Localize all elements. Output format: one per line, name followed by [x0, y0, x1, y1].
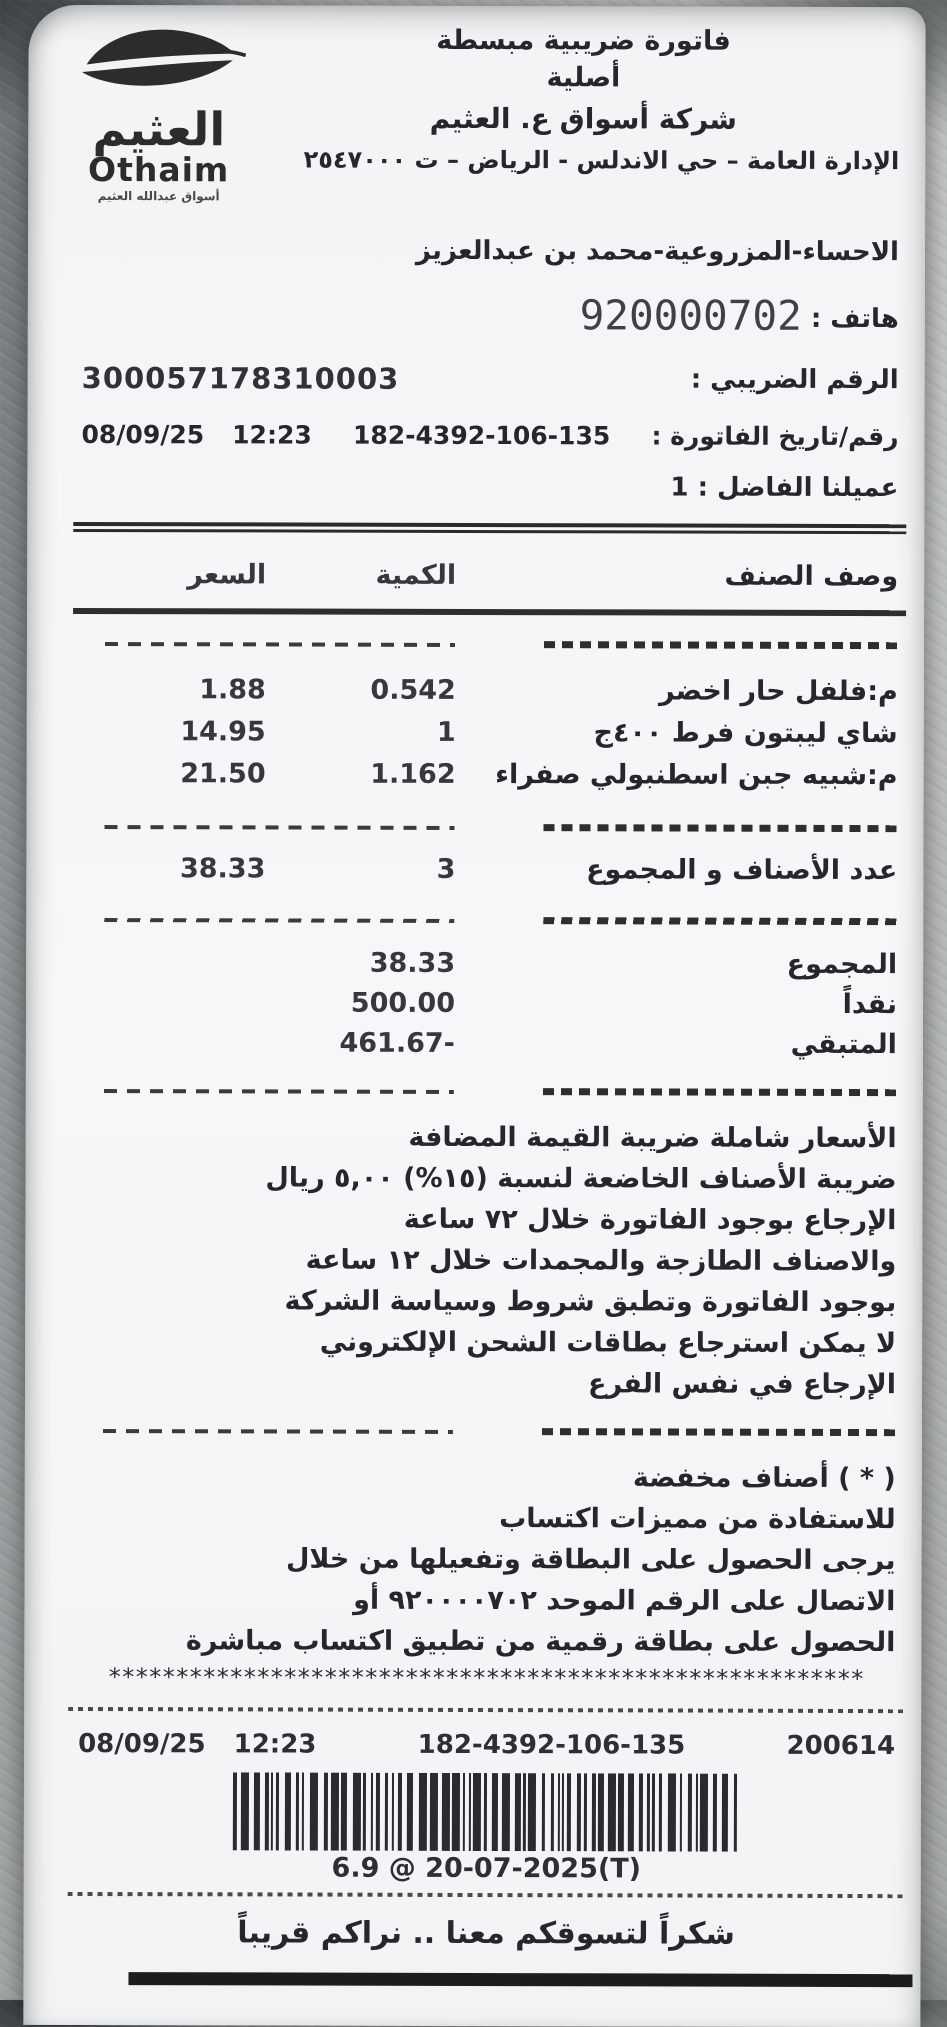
item-row: [81, 669, 898, 713]
footer-datetime: [78, 1726, 316, 1763]
totals-section: [80, 943, 897, 1065]
count-total: 38.33: [179, 853, 266, 885]
barcode-caption: 6.9 @ 20-07-2025(T): [331, 1852, 642, 1885]
item-row: [81, 711, 898, 755]
invoice-time: 12:23: [232, 420, 312, 450]
header-price: السعر: [187, 559, 267, 591]
separator-dashed: [80, 1087, 897, 1096]
footer-date: 08/09/25: [78, 1728, 206, 1760]
phone-label: هاتف :: [810, 303, 899, 335]
othaim-logo: [56, 17, 261, 204]
tax-number: 300057178310003: [81, 360, 400, 396]
separator-dashed: [80, 823, 897, 832]
footer-store-code: 200614: [786, 1730, 896, 1762]
brand-latin: Othaim: [88, 150, 230, 190]
total-value: -461.67: [339, 1027, 455, 1059]
item-desc: شاي ليبتون فرط ٤٠٠ج: [593, 717, 898, 750]
customer-line: [81, 468, 898, 506]
phone-number: 920000702: [579, 291, 802, 340]
barcode-bars: [230, 1772, 742, 1851]
header-qty: الكمية: [375, 559, 457, 591]
doc-type-line1: فاتورة ضريبية مبسطة: [436, 24, 731, 57]
document-type: [267, 21, 899, 97]
loyalty-line: يرجى الحصول على البطاقة وتفعيلها من خلال: [285, 1543, 896, 1577]
doc-type-line2: أصلية: [546, 62, 621, 94]
items-count-row: [80, 848, 897, 892]
company-address: الإدارة العامة – حي الاندلس - الرياض – ت ٢٥٤٧٠٠٠: [303, 145, 900, 176]
bottom-rule: [128, 1972, 912, 1987]
barcode: [230, 1772, 742, 1851]
separator-dashed: [79, 1427, 896, 1436]
count-label: عدد الأصناف و المجموع: [586, 854, 898, 887]
customer-value: 1: [670, 472, 689, 503]
invoice-datetime: [81, 416, 311, 455]
policy-line: بوجود الفاتورة وتطبق شروط وسياسة الشركة: [284, 1285, 897, 1319]
item-row: [81, 753, 898, 797]
items-list: [81, 669, 898, 797]
policy-line: الأسعار شاملة ضريبة القيمة المضافة: [408, 1121, 897, 1155]
receipt-paper: [23, 5, 925, 2027]
item-desc: م:فلفل حار اخضر: [658, 675, 898, 708]
total-value: 500.00: [350, 987, 456, 1019]
asterisk-divider: ********************************************************: [108, 1663, 865, 1694]
item-desc: م:شبيه جبن اسطنبولي صفراء: [495, 759, 898, 792]
item-price: 1.88: [199, 674, 266, 706]
total-row: [80, 983, 897, 1025]
footer-info-row: [78, 1726, 895, 1764]
total-row: [80, 943, 897, 985]
policy-line: لا يمكن استرجاع بطاقات الشحن الإلكتروني: [319, 1326, 897, 1360]
invoice-number: 182-4392-106-135: [352, 420, 611, 451]
brand-tagline: أسواق عبدالله العثيم: [97, 189, 220, 204]
phone-row: [82, 291, 899, 342]
loyalty-line: للاستفادة من مميزات اكتساب: [499, 1503, 896, 1536]
separator-dashed: [80, 916, 897, 925]
separator-dotted: [68, 1892, 905, 1898]
separator-double: [73, 522, 906, 534]
separator-dashed: [81, 640, 898, 649]
table-header-row: [81, 554, 898, 598]
invoice-label: رقم/تاريخ الفاتورة :: [651, 421, 899, 452]
total-label: المتبقي: [790, 1028, 897, 1061]
footer-invoice-number: 182-4392-106-135: [417, 1729, 686, 1761]
customer-label: عميلنا الفاضل :: [697, 472, 899, 504]
tax-row: [82, 358, 899, 400]
thanks-message: شكراً لتسوقكم معنا .. نراكم قريباً: [237, 1915, 735, 1952]
separator-thick: [73, 608, 906, 616]
policy-line: والاصناف الطازجة والمجمدات خلال ١٢ ساعة: [305, 1244, 897, 1278]
total-row: [80, 1023, 897, 1065]
total-value: 38.33: [369, 947, 456, 979]
total-label: نقداً: [842, 988, 898, 1021]
policy-line: الإرجاع في نفس الفرع: [588, 1368, 897, 1401]
loyalty-line: الاتصال على الرقم الموحد ٩٢٠٠٠٠٧٠٢ أو: [353, 1584, 896, 1618]
separator-dotted: [68, 1707, 905, 1713]
total-label: المجموع: [786, 948, 898, 981]
loyalty-section: [78, 1456, 896, 1663]
item-qty: 0.542: [370, 674, 456, 706]
item-qty: 1: [436, 716, 456, 748]
leaf-icon: [69, 17, 249, 105]
brand-arabic: العثيم: [92, 101, 226, 157]
receipt-content: [23, 5, 925, 2027]
policy-section: [79, 1116, 897, 1405]
loyalty-line: الحصول على بطاقة رقمية من تطبيق اكتساب مباشرة: [185, 1625, 896, 1659]
item-qty: 1.162: [370, 758, 456, 790]
invoice-row: [81, 416, 898, 456]
invoice-date: 08/09/25: [81, 419, 205, 450]
branch-name: الاحساء-المزروعية-محمد بن عبدالعزيز: [415, 235, 900, 268]
header-desc: وصف الصنف: [724, 560, 899, 593]
company-name: شركة أسواق ع. العثيم: [429, 101, 738, 136]
footer-time: 12:23: [233, 1729, 317, 1760]
loyalty-line: ( * ) أصناف مخفضة: [632, 1462, 896, 1495]
item-price: 14.95: [180, 716, 266, 748]
item-price: 21.50: [180, 758, 266, 790]
policy-line: ضريبة الأصناف الخاضعة لنسبة (١٥%) ٥,٠٠ ريال: [265, 1162, 897, 1196]
policy-line: الإرجاع بوجود الفاتورة خلال ٧٢ ساعة: [403, 1203, 897, 1237]
count-value: 3: [436, 853, 456, 885]
tax-label: الرقم الضريبي :: [690, 364, 899, 396]
